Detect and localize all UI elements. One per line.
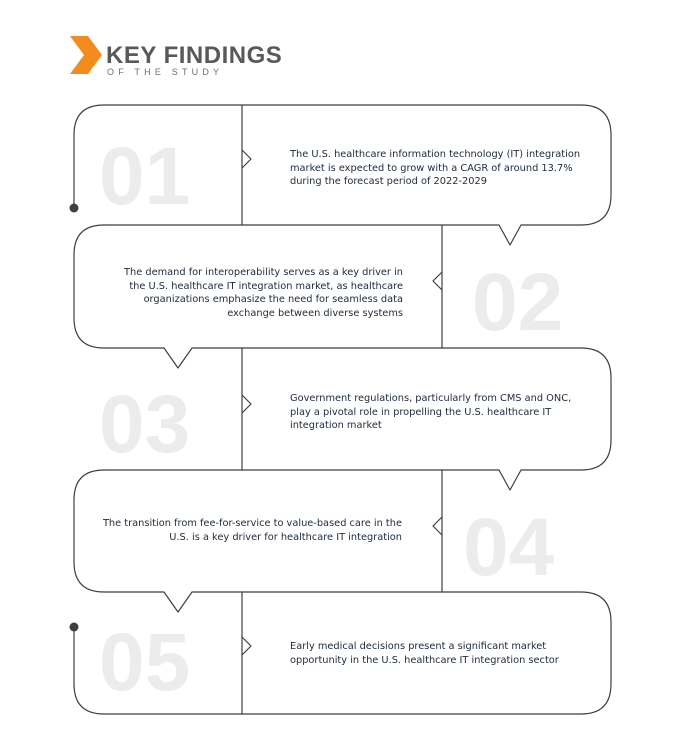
- finding-text-05: Early medical decisions present a significant market opportunity in the U.S. healthcare IT integration sector: [290, 641, 559, 666]
- finding-text-03: Government regulations, particularly from CMS and ONC, play a pivotal role in propelling the U.S. healthcare IT integration market: [290, 393, 572, 432]
- notch-03: [242, 395, 251, 413]
- finding-number-01: 01: [99, 131, 191, 222]
- page-subtitle: OF THE STUDY: [107, 67, 224, 77]
- finding-number-05: 05: [99, 617, 191, 708]
- page-title: KEY FINDINGS: [106, 42, 283, 69]
- notch-01: [242, 150, 251, 168]
- notch-05: [242, 637, 251, 655]
- finding-number-04: 04: [463, 502, 555, 593]
- notch-02: [433, 272, 442, 290]
- finding-text-02: The demand for interoperability serves as a key driver in the U.S. healthcare IT integration market, as healthcare organizations emphasize the need for seamless data exchange between diverse systems: [124, 267, 403, 319]
- finding-number-02: 02: [472, 257, 564, 348]
- end-dot: [70, 623, 79, 632]
- notch-04: [433, 517, 442, 535]
- finding-number-03: 03: [99, 379, 191, 470]
- finding-text-04: The transition from fee-for-service to value-based care in the U.S. is a key driver for healthcare IT integration: [102, 518, 402, 543]
- chevron-logo-icon: [70, 36, 102, 74]
- finding-text-01: The U.S. healthcare information technology (IT) integration market is expected to grow with a CAGR of around 13.7% during the forecast period of 2022-2029: [290, 149, 581, 188]
- start-dot: [70, 204, 79, 213]
